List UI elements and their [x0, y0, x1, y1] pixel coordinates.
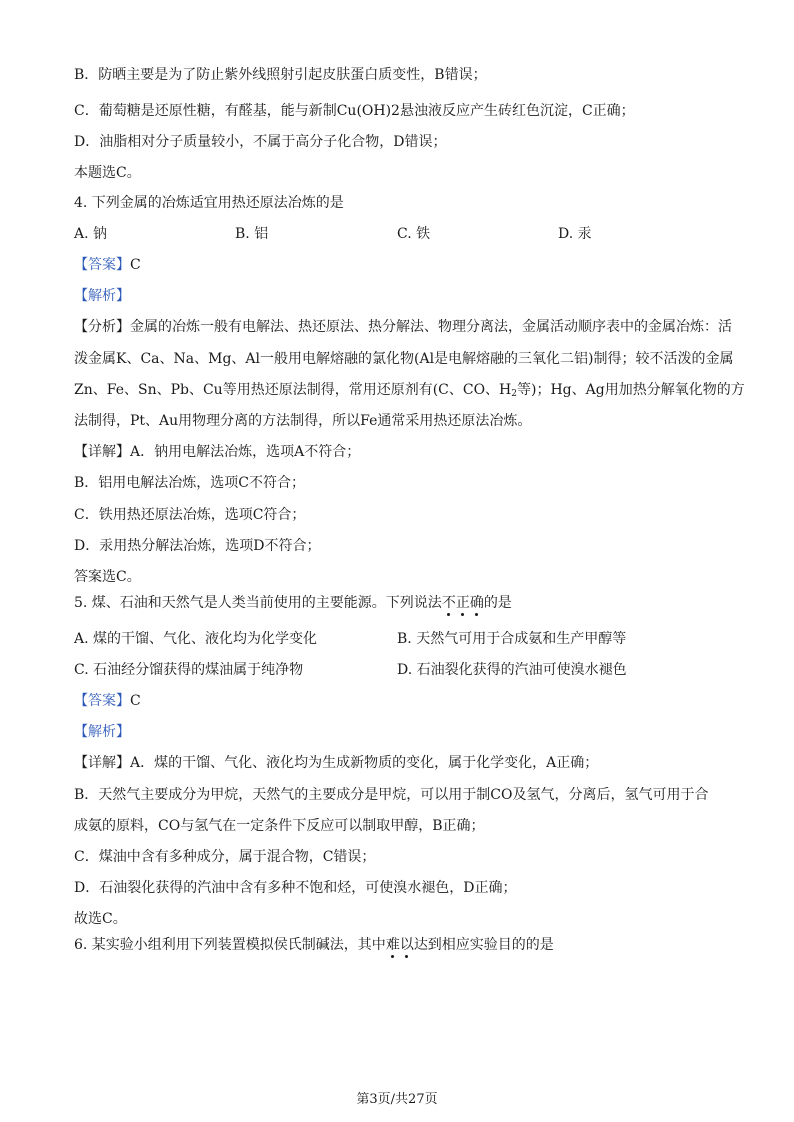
q4-option-d: D. 汞 [558, 226, 592, 242]
xiangjie-tag: 【详解】 [74, 444, 130, 460]
fenxi-text-3b: 等)；Hg、Ag用加热分解氧化物的方 [517, 382, 745, 398]
q5-detail-a-text: A．煤的干馏、气化、液化均为生成新物质的变化，属于化学变化，A正确； [130, 755, 599, 771]
h2-subscript: 2 [511, 389, 518, 399]
q5-final-answer: 故选C。 [74, 911, 127, 927]
q4-detail-a-text: A．钠用电解法冶炼，选项A不符合； [130, 444, 361, 460]
q3-option-b-explanation: B．防晒主要是为了防止紫外线照射引起皮肤蛋白质变性，B错误； [74, 67, 487, 83]
q4-final-answer: 答案选C。 [74, 569, 141, 585]
question-5-stem [74, 593, 734, 613]
q4-fenxi-line-3 [74, 380, 745, 400]
q5-detail-a [74, 753, 734, 773]
q5-emphasis-2: 正 [455, 595, 470, 611]
q5-analysis-heading [74, 722, 734, 742]
q5-answer-line [74, 691, 734, 711]
q6-emphasis-1: 难 [385, 937, 400, 953]
q4-detail-d: D．汞用热分解法冶炼，选项D不符合； [74, 538, 321, 554]
q4-answer-line [74, 255, 734, 275]
fenxi-text-3a: Zn、Fe、Sn、Pb、Cu等用热还原法制得，常用还原剂有(C、CO、H [74, 382, 512, 398]
q3-final-answer: 本题选C。 [74, 165, 141, 181]
q5-detail-d: D．石油裂化获得的汽油中含有多种不饱和烃，可使溴水褪色，D正确； [74, 880, 517, 896]
page-number-footer: 第3页/共27页 [356, 1092, 438, 1107]
question-6-stem [74, 935, 734, 955]
q4-option-a: A. 钠 [74, 226, 108, 242]
q6-emphasis-2: 以 [399, 937, 414, 953]
fenxi-tag: 【分析】 [74, 319, 130, 335]
q5-emphasis-1: 不 [441, 595, 456, 611]
q4-detail-b: B．铝用电解法冶炼，选项C不符合； [74, 475, 305, 491]
q5-stem-pre: 5. 煤、石油和天然气是人类当前使用的主要能源。下列说法 [74, 595, 442, 611]
q5-emphasis-3: 确 [469, 595, 484, 611]
q5-option-b: B. 天然气可用于合成氨和生产甲醇等 [397, 631, 627, 647]
q6-stem-post: 达到相应实验目的的是 [413, 937, 554, 953]
q6-stem-pre: 6. 某实验小组利用下列装置模拟侯氏制碱法，其中 [74, 937, 386, 953]
fenxi-text-1: 金属的冶炼一般有电解法、热还原法、热分解法、物理分离法，金属活动顺序表中的金属冶炼：活 [130, 319, 732, 335]
q5-stem-post: 的是 [483, 595, 512, 611]
q5-detail-c: C．煤油中含有多种成分，属于混合物，C错误； [74, 849, 376, 865]
q4-fenxi-line-4: 法制得，Pt、Au用物理分离的方法制得，所以Fe通常采用热还原法冶炼。 [74, 413, 532, 429]
q5-answer-value: C [130, 693, 141, 709]
q3-option-c-explanation: C．葡萄糖是还原性糖，有醛基，能与新制Cu(OH)2悬浊液反应产生砖红色沉淀，C正确； [74, 103, 635, 119]
answer-tag: 【答案】 [74, 257, 130, 273]
answer-tag: 【答案】 [74, 693, 130, 709]
analysis-tag: 【解析】 [74, 724, 130, 740]
q4-analysis-heading [74, 286, 734, 306]
q5-option-c: C. 石油经分馏获得的煤油属于纯净物 [74, 662, 304, 678]
q4-fenxi-line-2: 泼金属K、Ca、Na、Mg、Al一般用电解熔融的氯化物(Al是电解熔融的三氧化二铝)制得；较不活泼的金属 [74, 351, 734, 367]
q5-detail-b-line-2: 成氨的原料，CO与氢气在一定条件下反应可以制取甲醇，B正确； [74, 818, 485, 834]
question-4-stem: 4. 下列金属的冶炼适宜用热还原法冶炼的是 [74, 195, 344, 211]
xiangjie-tag: 【详解】 [74, 755, 130, 771]
q4-fenxi-line-1 [74, 317, 734, 337]
q5-option-d: D. 石油裂化获得的汽油可使溴水褪色 [397, 662, 627, 678]
q5-option-a: A. 煤的干馏、气化、液化均为化学变化 [74, 631, 318, 647]
analysis-tag: 【解析】 [74, 288, 130, 304]
q4-detail-c: C．铁用热还原法冶炼，选项C符合； [74, 507, 306, 523]
q4-option-c: C. 铁 [397, 226, 431, 242]
q4-detail-a [74, 442, 734, 462]
q4-answer-value: C [130, 257, 141, 273]
q5-detail-b-line-1: B．天然气主要成分为甲烷，天然气的主要成分是甲烷，可以用于制CO及氢气，分离后，氢气可用于合 [74, 787, 709, 803]
q4-option-b: B. 铝 [235, 226, 269, 242]
q3-option-d-explanation: D．油脂相对分子质量较小，不属于高分子化合物，D错误； [74, 134, 447, 150]
